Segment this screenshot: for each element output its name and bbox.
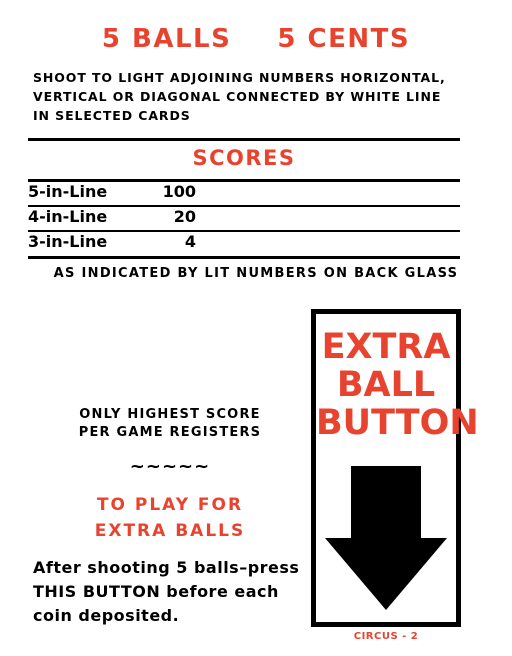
- after-shooting-instructions: [33, 556, 323, 628]
- extra-ball-button[interactable]: [311, 309, 479, 627]
- instructions: [33, 68, 503, 125]
- title-cents: 5 CENTS: [277, 24, 411, 54]
- score-label: 4-in-Line: [28, 207, 108, 226]
- score-label: 5-in-Line: [28, 182, 108, 201]
- instruction-line: VERTICAL OR DIAGONAL CONNECTED BY WHITE LINE: [33, 89, 442, 104]
- button-label-line: BUTTON: [316, 403, 479, 443]
- score-value: 20: [173, 207, 196, 226]
- page-title: [0, 24, 512, 54]
- instruction-line: SHOOT TO LIGHT ADJOINING NUMBERS HORIZONTAL,: [33, 70, 446, 85]
- button-label-line: EXTRA: [321, 327, 451, 367]
- title-balls: 5 BALLS: [101, 24, 232, 54]
- button-label-line: BALL: [336, 365, 436, 405]
- highest-score-line: ONLY HIGHEST SCORE: [79, 407, 261, 422]
- extra-balls-line: TO PLAY FOR: [96, 495, 244, 515]
- extra-balls-heading: [56, 492, 284, 544]
- scores-heading: SCORES: [192, 146, 296, 170]
- wave-divider: ~~~~~: [129, 456, 211, 477]
- highest-score-note: [56, 406, 284, 442]
- score-value: 100: [162, 182, 196, 201]
- divider-scores-bottom: [28, 256, 460, 259]
- instruction-line: IN SELECTED CARDS: [33, 108, 191, 123]
- back-glass-note: AS INDICATED BY LIT NUMBERS ON BACK GLASS: [53, 266, 459, 281]
- machine-label: CIRCUS - 2: [353, 631, 419, 642]
- after-shooting-line: After shooting 5 balls–press: [33, 558, 300, 577]
- after-shooting-line: THIS BUTTON before each: [33, 582, 279, 601]
- divider-top: [28, 138, 460, 141]
- score-row: [28, 181, 460, 205]
- extra-balls-line: EXTRA BALLS: [94, 521, 246, 541]
- score-row: [28, 231, 460, 255]
- arrow-down-icon: [325, 466, 447, 610]
- highest-score-line: PER GAME REGISTERS: [78, 425, 262, 440]
- score-value: 4: [184, 232, 196, 251]
- after-shooting-line: coin deposited.: [33, 606, 180, 625]
- score-row: [28, 206, 460, 230]
- extra-ball-button-label: [316, 327, 479, 443]
- score-label: 3-in-Line: [28, 232, 108, 251]
